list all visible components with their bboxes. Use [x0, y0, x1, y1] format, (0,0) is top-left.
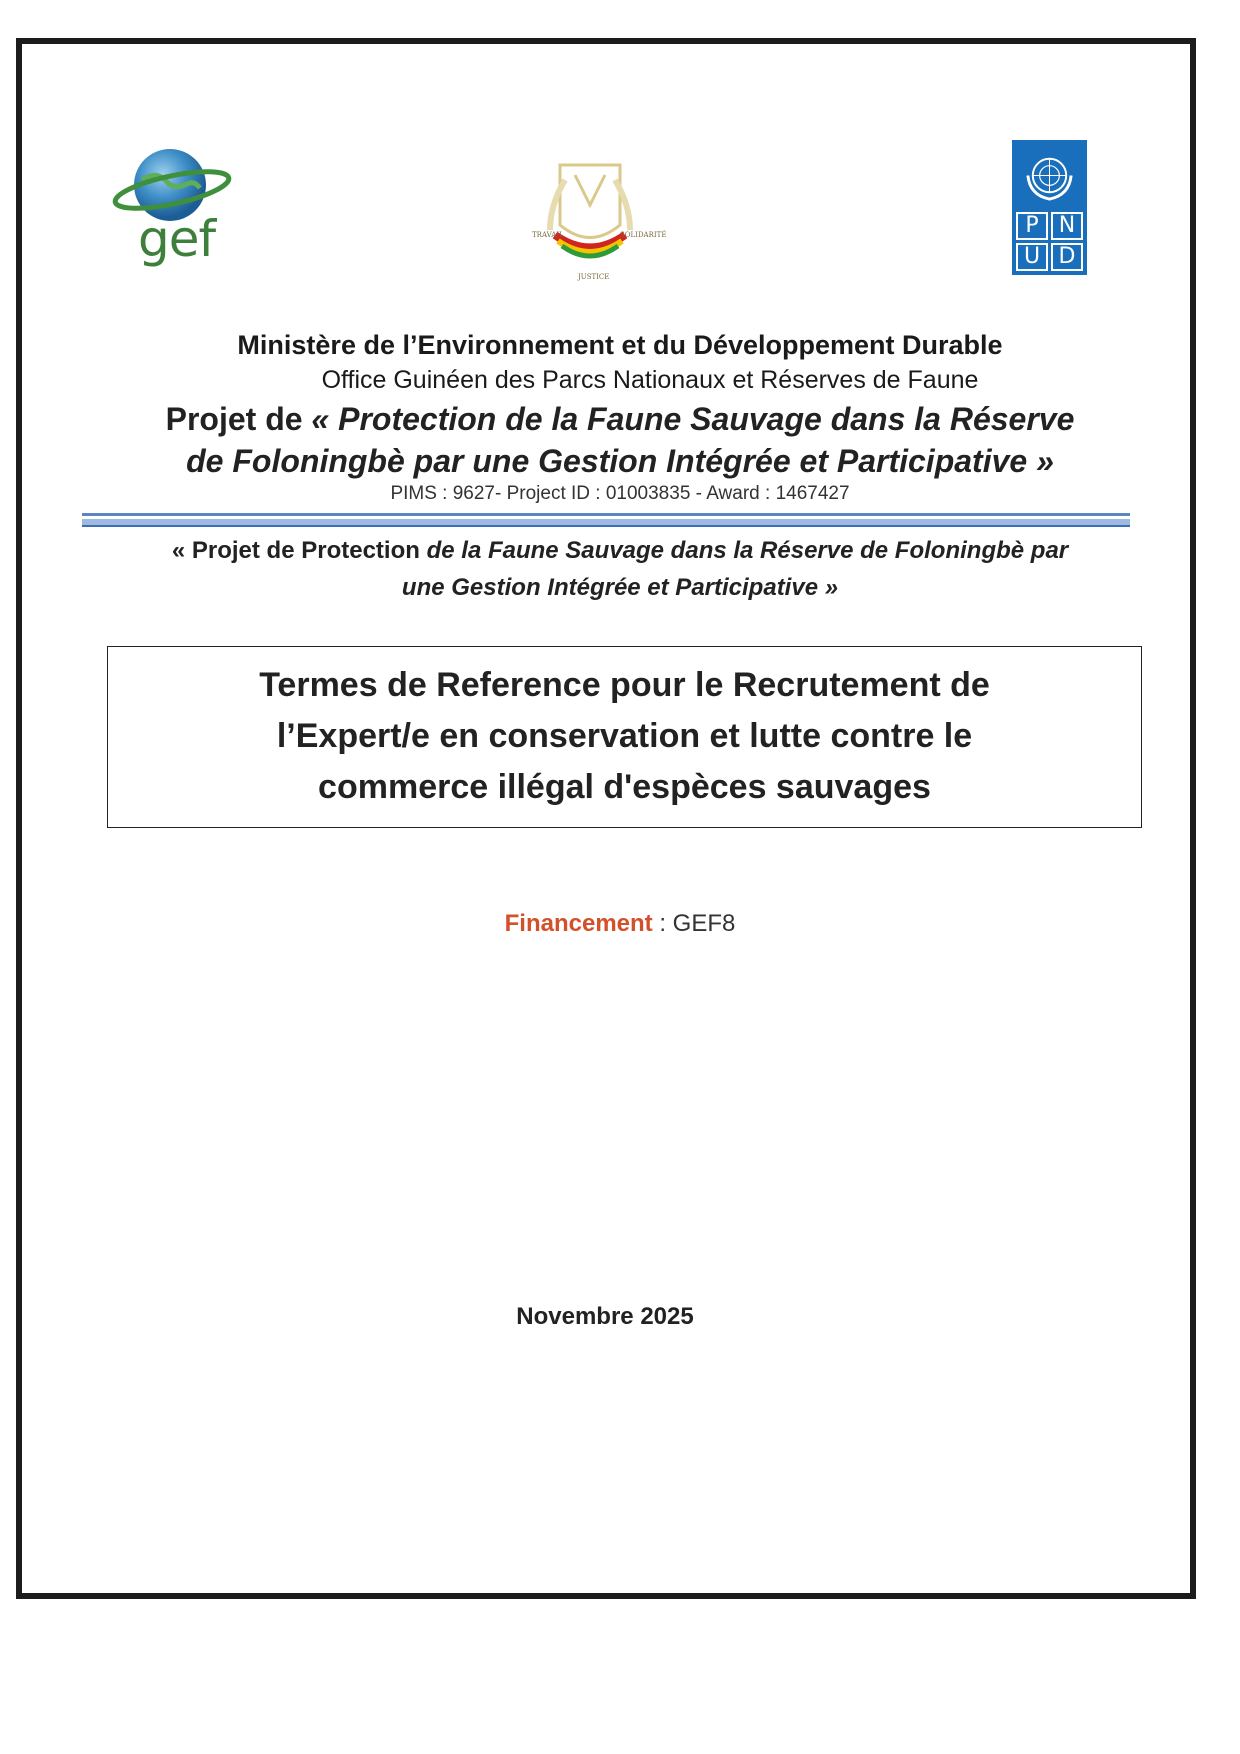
financement-label: Financement	[504, 910, 653, 937]
subtitle-prefix: « Projet de Protection	[171, 537, 420, 564]
terms-of-reference-title-box	[107, 646, 1142, 828]
tor-title-line: commerce illégal d'espèces sauvages	[318, 768, 931, 806]
un-emblem-icon	[1020, 146, 1079, 205]
crest-motto-right: SOLIDARITÉ	[620, 231, 667, 239]
pnud-letter-n: N	[1051, 212, 1083, 240]
office-name: Office Guinéen des Parcs Nationaux et Réserves de Faune	[321, 366, 979, 394]
header-rule-bottom	[82, 525, 1130, 527]
pnud-letter-p: P	[1016, 212, 1048, 240]
project-title-line1: « Protection de la Faune Sauvage dans la Réserve	[311, 401, 1075, 437]
gef-logo	[112, 140, 242, 280]
financement-value: GEF8	[672, 910, 736, 937]
project-title	[80, 398, 1160, 482]
project-subtitle	[80, 532, 1160, 606]
pnud-logo	[1012, 140, 1087, 275]
tor-title-line: l’Expert/e en conservation et lutte contre le	[276, 717, 973, 755]
header-rule-top	[82, 513, 1130, 516]
crest-motto-center: JUSTICE	[578, 273, 610, 281]
project-title-line2: de Foloningbè par une Gestion Intégrée et Participative »	[186, 443, 1054, 479]
financement-line	[0, 910, 1240, 938]
gef-wordmark: gef	[138, 210, 216, 268]
financement-separator: :	[652, 910, 673, 937]
pnud-letter-u: U	[1016, 243, 1048, 271]
pnud-letter-grid	[1016, 212, 1083, 271]
project-title-prefix: Projet de	[165, 401, 303, 437]
tor-title-line: Termes de Reference pour le Recrutement de	[259, 666, 990, 704]
guinea-coat-of-arms-icon	[520, 155, 667, 285]
pims-project-ids: PIMS : 9627- Project ID : 01003835 - Award : 1467427	[390, 483, 850, 504]
subtitle-line1: de la Faune Sauvage dans la Réserve de Foloningbè par	[426, 537, 1069, 564]
subtitle-line2: une Gestion Intégrée et Participative »	[401, 574, 839, 601]
ministry-name: Ministère de l’Environnement et du Développement Durable	[237, 330, 1003, 360]
guinea-coat-of-arms	[520, 155, 667, 285]
pnud-letter-d: D	[1051, 243, 1083, 271]
document-date: Novembre 2025	[516, 1303, 694, 1330]
crest-motto-left: TRAVAIL	[532, 231, 564, 239]
